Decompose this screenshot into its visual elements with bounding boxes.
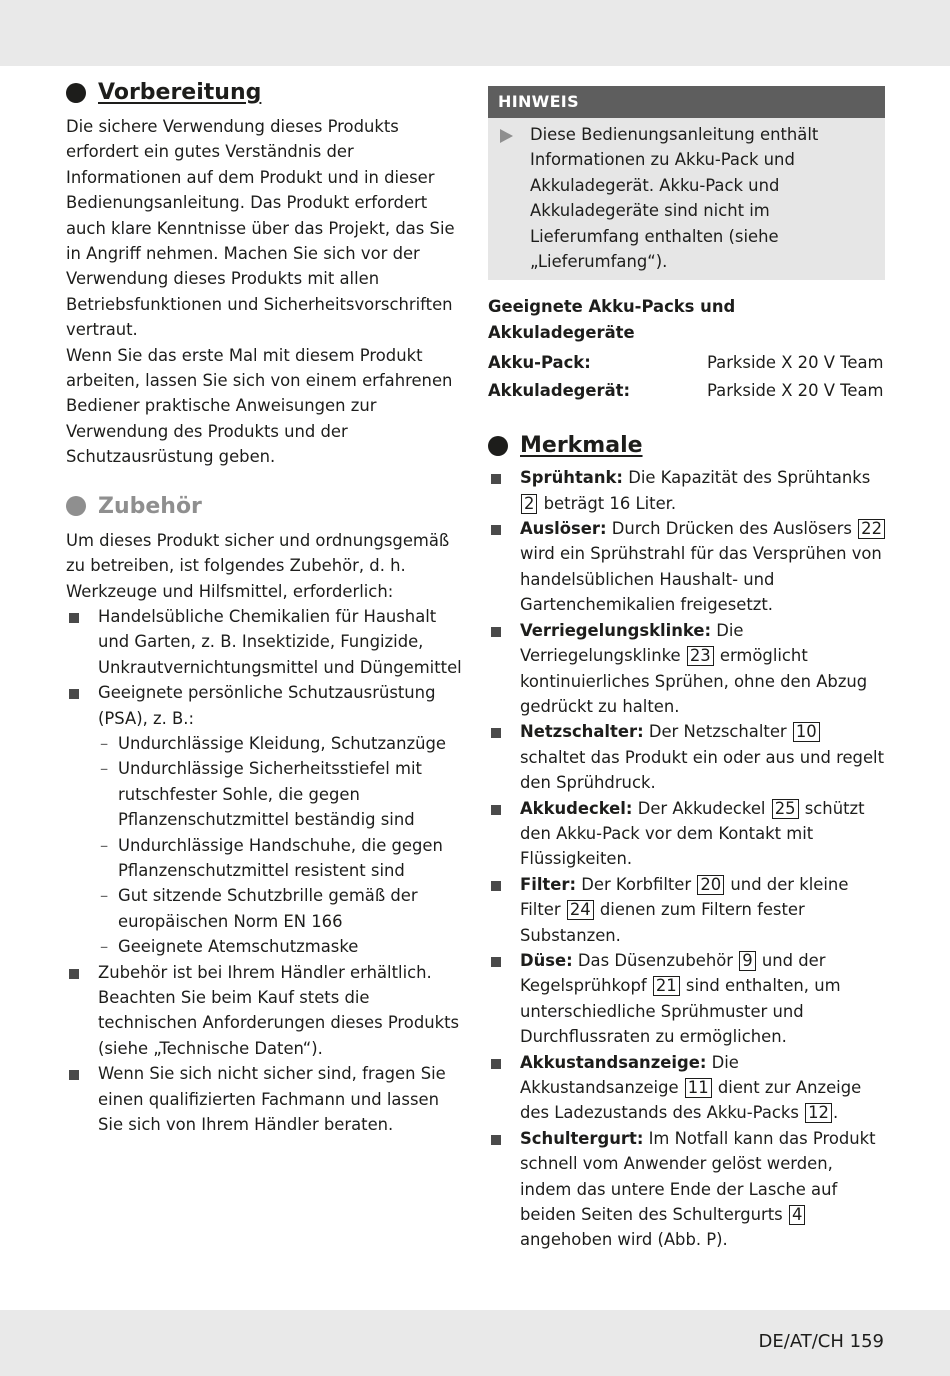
dash-icon: – <box>100 733 109 753</box>
list-item-text: Wenn Sie sich nicht sicher sind, fragen Sie einen qualifizierten Fachmann und lassen Sie sich von Ihrem Händler beraten. <box>98 1064 446 1135</box>
feature-item <box>488 796 888 872</box>
part-number: 11 <box>685 1078 712 1098</box>
list-item <box>66 960 466 1062</box>
sub-list-item <box>98 883 466 934</box>
square-bullet-icon <box>491 1135 501 1145</box>
feature-term: Schultergurt: <box>520 1128 644 1148</box>
feature-text: Der Korbfilter <box>576 874 697 894</box>
spec-row <box>488 349 888 377</box>
part-number: 4 <box>789 1205 805 1225</box>
feature-item <box>488 1126 888 1253</box>
page-number: DE/AT/CH 159 <box>758 1331 884 1352</box>
spec-row <box>488 377 888 405</box>
feature-text: dienen zum Filtern fester Substanzen. <box>520 900 805 945</box>
sub-list-item <box>98 731 466 756</box>
square-bullet-icon <box>69 969 79 979</box>
feature-text: Durch Drücken des Auslösers <box>606 519 858 539</box>
right-column <box>488 86 888 1253</box>
square-bullet-icon <box>491 627 501 637</box>
list-item-text: Zubehör ist bei Ihrem Händler erhältlich. Beachten Sie beim Kauf stets die technischen Anforderungen dieses Produkts (siehe „Technische Daten“). <box>98 962 460 1058</box>
bullet-dot-icon <box>488 436 508 456</box>
sub-list-item <box>98 934 466 959</box>
bullet-dot-icon <box>66 496 86 516</box>
feature-text: Im Notfall kann das Produkt schnell vom Anwender gelöst werden, indem das untere Ende der Lasche auf beiden Seiten des Schultergurts <box>520 1128 876 1225</box>
part-number: 10 <box>793 722 820 742</box>
battery-heading: Geeignete Akku-Packs und Akkuladegeräte <box>488 297 736 342</box>
feature-text: und der Kegelsprühkopf <box>520 950 826 996</box>
feature-text: ermöglicht kontinuierliches Sprühen, ohne den Abzug gedrückt zu halten. <box>520 646 868 716</box>
feature-text: schützt den Akku-Pack vor dem Kontakt mit Flüssigkeiten. <box>520 798 865 869</box>
square-bullet-icon <box>491 525 501 535</box>
feature-text: beträgt 16 Liter. <box>538 493 677 513</box>
feature-item <box>488 719 888 795</box>
spec-value: Parkside X 20 V Team <box>707 381 884 401</box>
feature-text: Die Verriegelungsklinke <box>520 620 744 666</box>
section-title: Merkmale <box>520 433 643 459</box>
sub-list-item <box>98 833 466 884</box>
part-number: 20 <box>697 875 724 895</box>
feature-item <box>488 618 888 720</box>
feature-text: schaltet das Produkt ein oder aus und regelt den Sprühdruck. <box>520 747 885 793</box>
feature-item <box>488 465 888 516</box>
dash-icon: – <box>100 886 109 906</box>
spec-key: Akkuladegerät: <box>488 381 631 401</box>
section-title: Zubehör <box>98 493 202 519</box>
square-bullet-icon <box>491 728 501 738</box>
square-bullet-icon <box>491 881 501 891</box>
sub-item-text: Geeignete Atemschutzmaske <box>118 937 359 957</box>
section-heading-zubehoer <box>66 494 466 519</box>
feature-text: Das Düsenzubehör <box>572 950 739 970</box>
feature-text: dient zur Anzeige des Ladezustands des Akku-Packs <box>520 1078 862 1123</box>
feature-text: angehoben wird (Abb. P). <box>520 1230 728 1250</box>
sub-item-text: Undurchlässige Kleidung, Schutzanzüge <box>118 733 446 753</box>
part-number: 2 <box>521 494 537 514</box>
feature-text: Die Kapazität des Sprühtanks <box>622 468 871 488</box>
feature-term: Akkustandsanzeige: <box>520 1052 707 1072</box>
section-title: Vorbereitung <box>98 80 262 105</box>
sub-item-text: Undurchlässige Sicherheitsstiefel mit rutschfester Sohle, die gegen Pflanzenschutzmittel beständig sind <box>118 759 422 830</box>
square-bullet-icon <box>69 1070 79 1080</box>
paragraph: Die sichere Verwendung dieses Produkts erfordert ein gutes Verständnis der Informationen auf dem Produkt und in dieser Bedienungsanleitung. Das Produkt erfordert auch klare Kenntnisse über das Projekt, das Sie in Angriff nehmen. Machen Sie sich vor der Verwendung dieses Produkts mit allen Betriebsfunktionen und Sicherheitsvorschriften vertraut. <box>66 117 455 340</box>
list-item-text: Handelsübliche Chemikalien für Haushalt und Garten, z. B. Insektizide, Fungizide, Unkrautvernichtungsmittel und Düngemittel <box>98 606 462 677</box>
paragraph: Um dieses Produkt sicher und ordnungsgemäß zu betreiben, ist folgendes Zubehör, d. h. Werkzeuge und Hilfsmittel, erforderlich: <box>66 530 450 601</box>
feature-text: Der Netzschalter <box>643 722 792 742</box>
spec-key: Akku-Pack: <box>488 353 591 373</box>
feature-term: Sprühtank: <box>520 468 623 488</box>
feature-term: Auslöser: <box>520 519 607 539</box>
square-bullet-icon <box>69 613 79 623</box>
part-number: 25 <box>772 799 799 819</box>
dash-icon: – <box>100 835 109 855</box>
feature-text: und der kleine Filter <box>520 874 849 920</box>
dash-icon: – <box>100 759 109 779</box>
square-bullet-icon <box>491 957 501 967</box>
feature-term: Filter: <box>520 874 577 894</box>
part-number: 24 <box>567 900 594 920</box>
note-label: HINWEIS <box>488 86 885 118</box>
note-box <box>488 86 885 280</box>
feature-text: . <box>832 1103 839 1123</box>
feature-item <box>488 1050 888 1126</box>
top-band <box>0 0 950 66</box>
list-item <box>66 604 466 680</box>
section-heading-merkmale <box>488 433 888 458</box>
dash-icon: – <box>100 937 109 957</box>
sub-list-item <box>98 756 466 832</box>
feature-term: Düse: <box>520 950 573 970</box>
sub-list <box>98 731 466 960</box>
section-heading-vorbereitung <box>66 80 466 105</box>
feature-text: Der Akkudeckel <box>632 798 771 818</box>
part-number: 23 <box>687 646 714 666</box>
feature-list <box>488 465 888 1253</box>
part-number: 22 <box>858 519 885 539</box>
paragraph: Wenn Sie das erste Mal mit diesem Produkt arbeiten, lassen Sie sich von einem erfahrenen Bediener praktische Anweisungen zur Verwendung des Produkts und der Schutzausrüstung geben. <box>66 345 453 467</box>
feature-text: sind enthalten, um unterschiedliche Sprühmuster und Durchflussraten zu ermöglichen. <box>520 976 841 1047</box>
square-bullet-icon <box>491 805 501 815</box>
feature-term: Verriegelungsklinke: <box>520 620 712 640</box>
square-bullet-icon <box>491 1059 501 1069</box>
feature-term: Akkudeckel: <box>520 798 633 818</box>
sub-item-text: Undurchlässige Handschuhe, die gegen Pflanzenschutzmittel resistent sind <box>118 835 443 880</box>
sub-item-text: Gut sitzende Schutzbrille gemäß der europäischen Norm EN 166 <box>118 886 418 931</box>
part-number: 9 <box>739 951 755 971</box>
bullet-dot-icon <box>66 83 86 103</box>
feature-text: wird ein Sprühstrahl für das Versprühen von handelsüblichen Haushalt- und Gartenchemikalien freigesetzt. <box>520 544 882 615</box>
accessory-list <box>66 604 466 1138</box>
feature-item <box>488 516 888 618</box>
note-text: Diese Bedienungsanleitung enthält Informationen zu Akku-Pack und Akkuladegerät. Akku-Pack und Akkuladegeräte sind nicht im Lieferumfang enthalten (siehe „Lieferumfang“). <box>530 125 819 272</box>
list-item-text: Geeignete persönliche Schutzausrüstung (PSA), z. B.: <box>98 683 436 728</box>
part-number: 12 <box>805 1103 832 1123</box>
feature-item <box>488 872 888 948</box>
feature-text: Die Akkustandsanzeige <box>520 1052 739 1097</box>
list-item <box>66 680 466 959</box>
triangle-arrow-icon <box>500 129 513 143</box>
note-body <box>488 118 885 280</box>
feature-item <box>488 948 888 1050</box>
square-bullet-icon <box>491 474 501 484</box>
spec-value: Parkside X 20 V Team <box>707 353 884 373</box>
square-bullet-icon <box>69 689 79 699</box>
part-number: 21 <box>653 976 680 996</box>
left-column <box>66 80 466 1137</box>
list-item <box>66 1061 466 1137</box>
feature-term: Netzschalter: <box>520 722 644 742</box>
